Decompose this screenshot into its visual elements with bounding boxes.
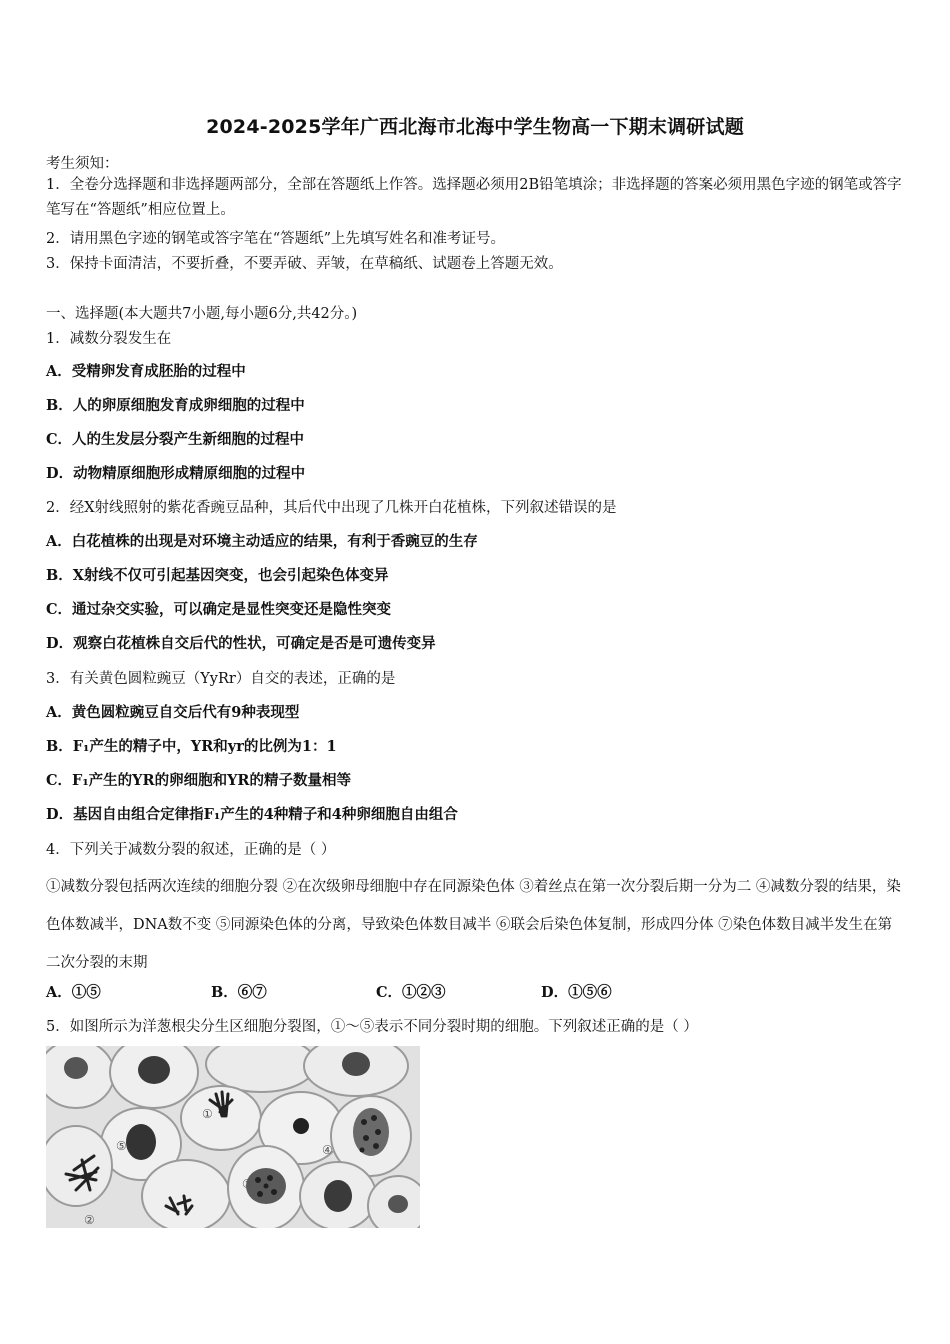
question-3-option-d[interactable]: D．基因自由组合定律指F₁产生的4种精子和4种卵细胞自由组合 (46, 806, 458, 823)
figure-label-3: ③ (242, 1177, 253, 1191)
question-2-option-d[interactable]: D．观察白花植株自交后代的性状，可确定是否是可遗传变异 (46, 635, 436, 652)
question-4-option-b[interactable]: B．⑥⑦ (211, 984, 267, 1001)
question-2-option-a[interactable]: A．白花植株的出现是对环境主动适应的结果，有利于香豌豆的生存 (46, 533, 478, 550)
question-1-stem: 1．减数分裂发生在 (46, 331, 172, 347)
question-1-option-b[interactable]: B．人的卵原细胞发育成卵细胞的过程中 (46, 397, 305, 414)
question-3-option-b[interactable]: B．F₁产生的精子中，YR和yr的比例为1：1 (46, 738, 337, 755)
section-heading: 一、选择题(本大题共7小题,每小题6分,共42分。) (46, 306, 358, 322)
question-1-option-a[interactable]: A．受精卵发育成胚胎的过程中 (46, 363, 246, 380)
figure-label-5: ⑤ (116, 1139, 127, 1153)
question-5-stem: 5．如图所示为洋葱根尖分生区细胞分裂图，①～⑤表示不同分裂时期的细胞。下列叙述正确的是（ ） (46, 1019, 698, 1035)
question-3-option-c[interactable]: C．F₁产生的YR的卵细胞和YR的精子数量相等 (46, 772, 351, 789)
question-1-option-d[interactable]: D．动物精原细胞形成精原细胞的过程中 (46, 465, 306, 482)
question-1-option-c[interactable]: C．人的生发层分裂产生新细胞的过程中 (46, 431, 305, 448)
question-2-option-c[interactable]: C．通过杂交实验，可以确定是显性突变还是隐性突变 (46, 601, 392, 618)
question-4-body: ①减数分裂包括两次连续的细胞分裂 ②在次级卵母细胞中存在同源染色体 ③着丝点在第一次分裂后期一分为二 ④减数分裂的结果，染色体数减半，DNA数不变 ⑤同源染色体的分离，导致染色体数目减半 ⑥联会后染色体复制，形成四分体 ⑦染色体数目减半发生在第二次分裂的末期 (46, 879, 901, 971)
question-2-stem: 2．经X射线照射的紫花香豌豆品种，其后代中出现了几株开白花植株，下列叙述错误的是 (46, 500, 617, 516)
notice-item-3: 3．保持卡面清洁，不要折叠，不要弄破、弄皱，在草稿纸、试题卷上答题无效。 (46, 256, 563, 272)
question-4-option-a[interactable]: A．①⑤ (46, 984, 101, 1001)
question-3-option-a[interactable]: A．黄色圆粒豌豆自交后代有9种表现型 (46, 704, 300, 721)
question-4-stem: 4．下列关于减数分裂的叙述，正确的是（ ） (46, 842, 336, 858)
notice-heading: 考生须知： (46, 156, 119, 172)
figure-label-1: ① (202, 1107, 213, 1121)
figure-label-4: ④ (322, 1143, 333, 1157)
question-4-option-c[interactable]: C．①②③ (376, 984, 446, 1001)
notice-item-2: 2．请用黑色字迹的钢笔或答字笔在“答题纸”上先填写姓名和准考证号。 (46, 231, 506, 247)
figure-label-2: ② (84, 1213, 95, 1227)
question-4-option-d[interactable]: D．①⑤⑥ (541, 984, 612, 1001)
onion-root-tip-micrograph (46, 1046, 420, 1228)
notice-item-1: 1．全卷分选择题和非选择题两部分，全部在答题纸上作答。选择题必须用2B铅笔填涂；非选择题的答案必须用黑色字迹的钢笔或答字笔写在“答题纸”相应位置上。 (46, 177, 902, 218)
page-title: 2024-2025学年广西北海市北海中学生物高一下期末调研试题 (206, 116, 744, 138)
question-3-stem: 3．有关黄色圆粒豌豆（YyRr）自交的表述，正确的是 (46, 671, 396, 687)
question-2-option-b[interactable]: B．X射线不仅可引起基因突变，也会引起染色体变异 (46, 567, 389, 584)
